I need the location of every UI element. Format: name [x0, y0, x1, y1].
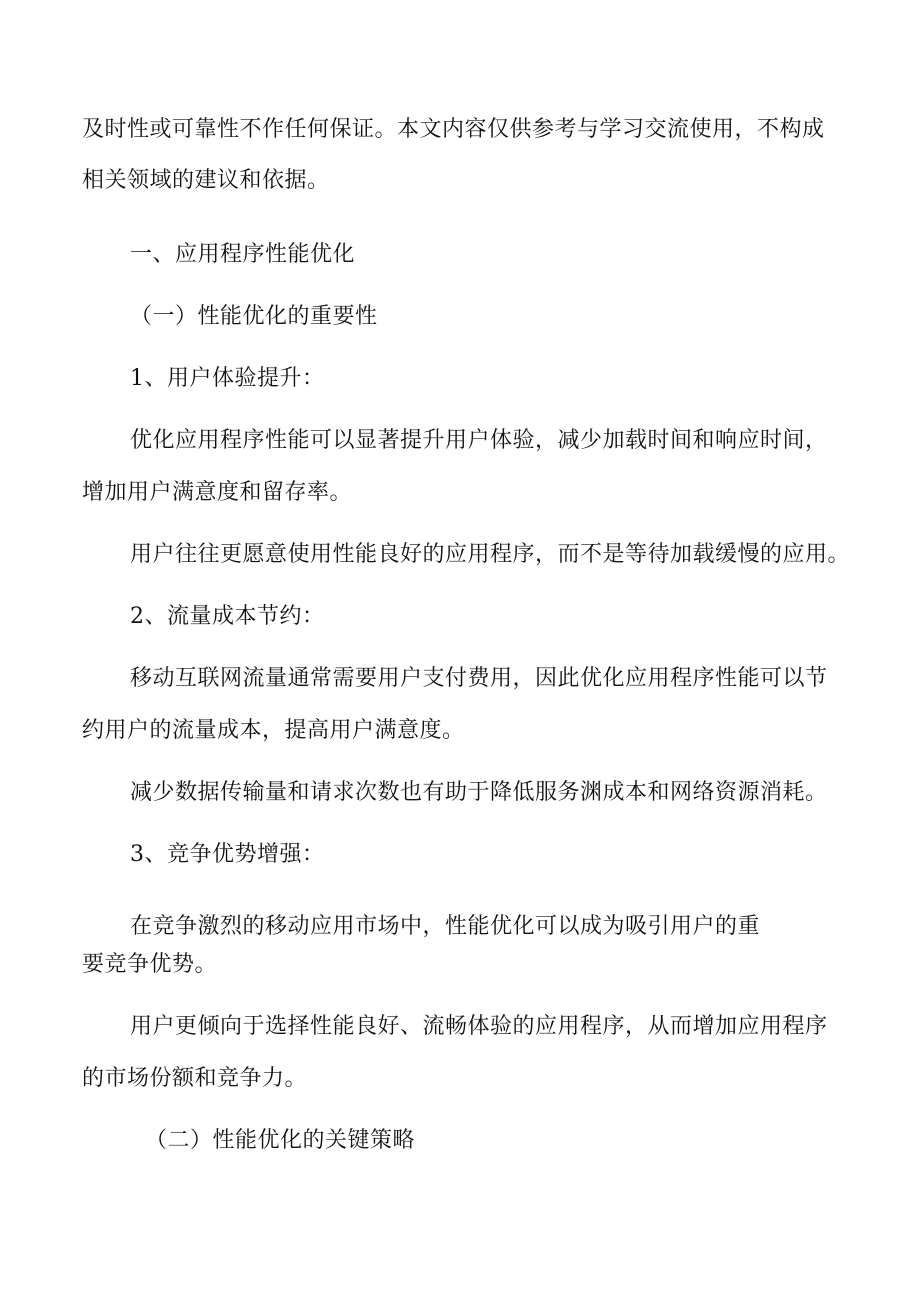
paragraph-line: 增加用户满意度和留存率。: [82, 480, 353, 505]
paragraph-line: 的市场份额和竞争力。: [82, 1066, 308, 1091]
item-heading: 1、用户体验提升：: [130, 366, 325, 391]
paragraph-line: 优化应用程序性能可以显著提升用户体验，减少加载时间和响应时间，: [130, 428, 828, 453]
subsection-heading: （一）性能优化的重要性: [130, 304, 378, 329]
paragraph-line: 相关领域的建议和依据。: [82, 168, 330, 193]
paragraph-line: 要竞争优势。: [82, 952, 218, 977]
paragraph-line: 在竞争激烈的移动应用市场中，性能优化可以成为吸引用户的重: [130, 914, 761, 939]
paragraph-line: 约用户的流量成本，提高用户满意度。: [82, 718, 465, 743]
paragraph-line: 减少数据传输量和请求次数也有助于降低服务渊成本和网络资源消耗。: [130, 780, 828, 805]
paragraph-line: 用户往往更愿意使用性能良好的应用程序，而不是等待加载缓慢的应用。: [130, 542, 851, 567]
item-heading: 3、竞争优势增强：: [130, 842, 325, 867]
paragraph-line: 用户更倾向于选择性能良好、流畅体验的应用程序，从而增加应用程序: [130, 1014, 828, 1039]
paragraph-line: 移动互联网流量通常需要用户支付费用，因此优化应用程序性能可以节: [130, 666, 828, 691]
item-heading: 2、流量成本节约：: [130, 604, 325, 629]
section-heading: 一、应用程序性能优化: [130, 242, 356, 267]
paragraph-line: 及时性或可靠性不作任何保证。本文内容仅供参考与学习交流使用，不构成: [82, 117, 825, 142]
subsection-heading: （二）性能优化的关键策略: [145, 1128, 416, 1153]
